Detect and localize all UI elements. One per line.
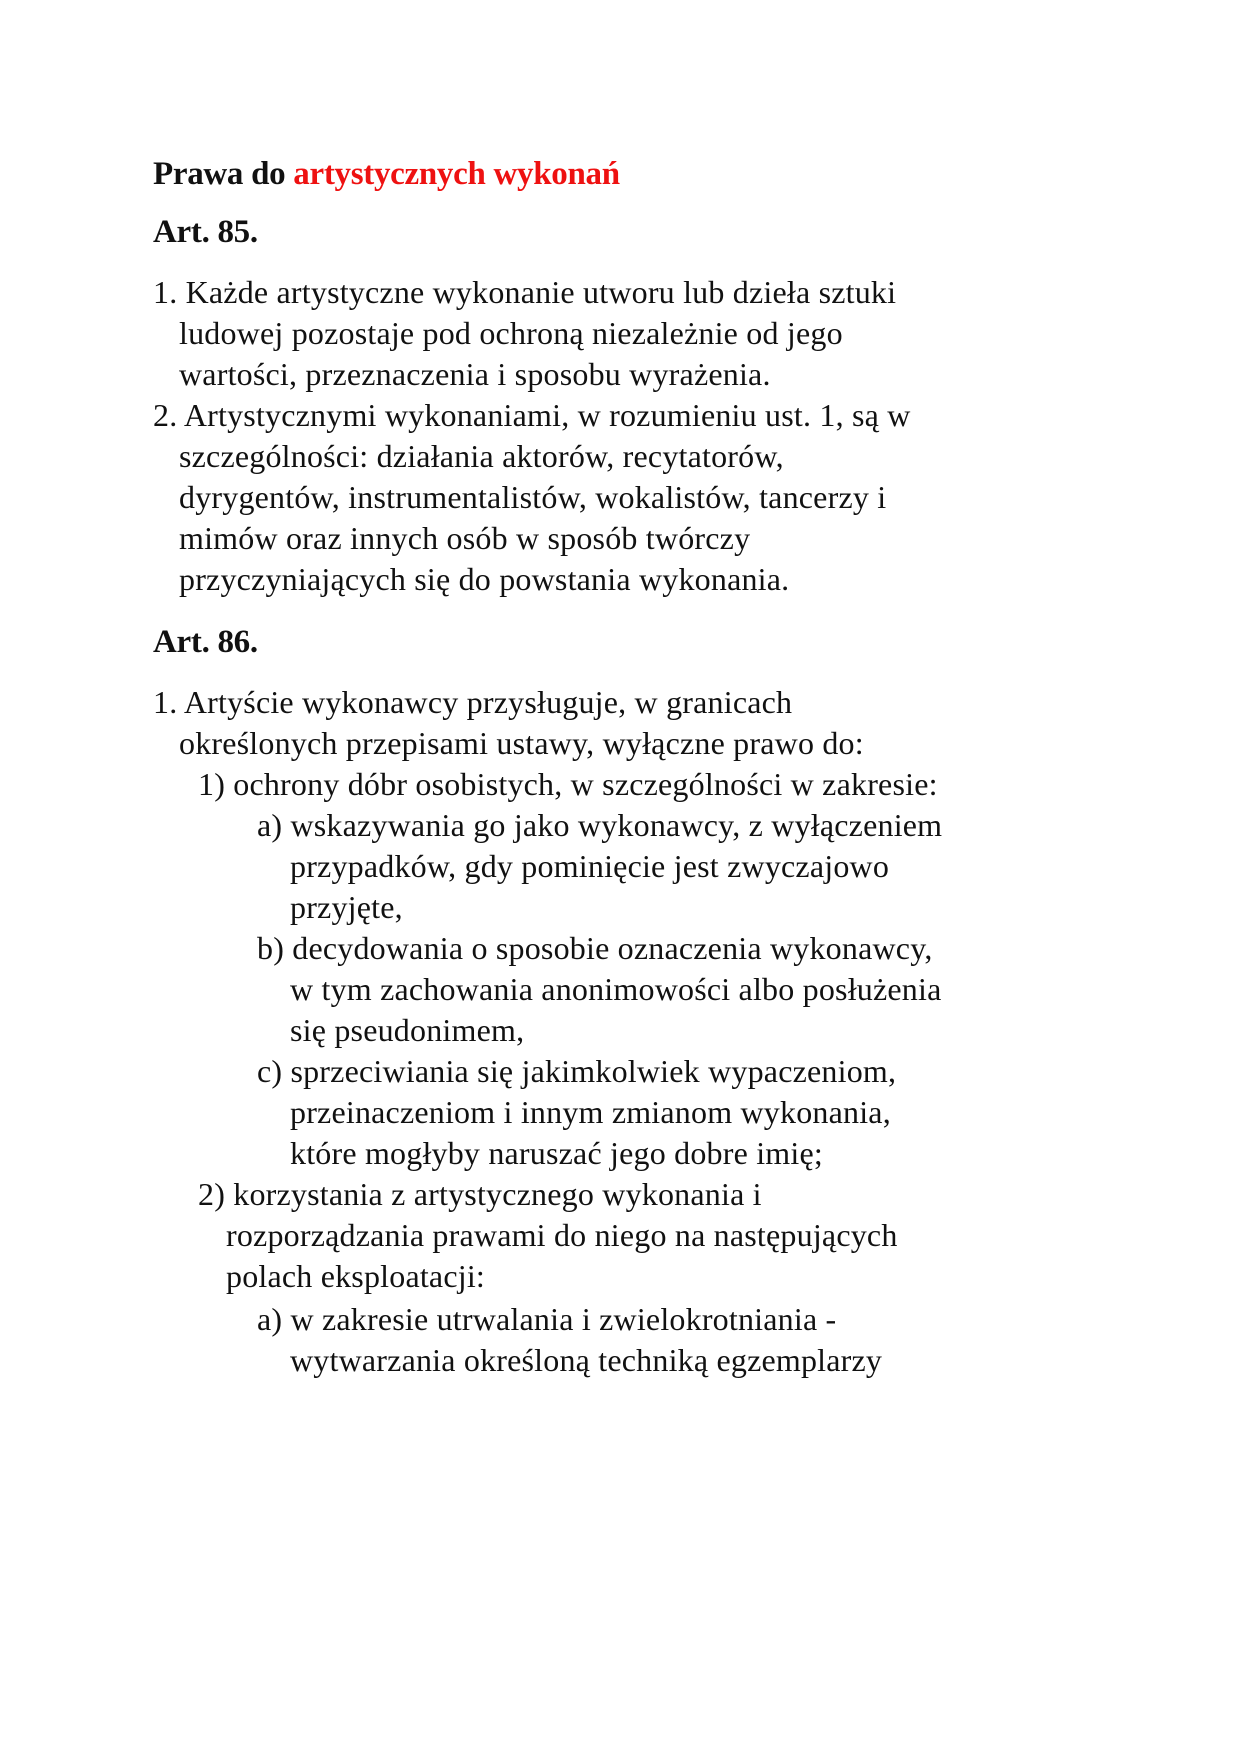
art85-paragraph-2-line-5: przyczyniających się do powstania wykonania.: [179, 561, 790, 597]
article-85-heading: Art. 85.: [153, 214, 258, 250]
art86-point-2-line-2: rozporządzania prawami do niego na następujących: [226, 1217, 898, 1253]
art86-point-1c-line-1: c) sprzeciwiania się jakimkolwiek wypaczeniom,: [257, 1053, 897, 1089]
art85-paragraph-1-line-2: ludowej pozostaje pod ochroną niezależnie od jego: [179, 315, 843, 351]
art86-point-1-line-1: 1) ochrony dóbr osobistych, w szczególności w zakresie:: [198, 766, 938, 802]
art86-point-1c-line-2: przeinaczeniom i innym zmianom wykonania,: [290, 1094, 891, 1130]
art86-point-2-line-3: polach eksploatacji:: [226, 1258, 486, 1294]
art86-point-1b-line-2: w tym zachowania anonimowości albo posłużenia: [290, 971, 942, 1007]
art86-point-1a-line-2: przypadków, gdy pominięcie jest zwyczajowo: [290, 848, 890, 884]
art85-paragraph-2-line-1: 2. Artystycznymi wykonaniami, w rozumieniu ust. 1, są w: [153, 397, 911, 433]
art85-paragraph-2-line-4: mimów oraz innych osób w sposób twórczy: [179, 520, 751, 556]
art85-paragraph-1-line-1: 1. Każde artystyczne wykonanie utworu lub dzieła sztuki: [153, 274, 897, 310]
art86-point-1c-line-3: które mogłyby naruszać jego dobre imię;: [290, 1135, 823, 1171]
article-86-heading: Art. 86.: [153, 624, 258, 660]
title-highlight: artystycznych wykonań: [293, 156, 620, 192]
art86-point-1b-line-1: b) decydowania o sposobie oznaczenia wykonawcy,: [257, 930, 933, 966]
art86-point-2a-line-1: a) w zakresie utrwalania i zwielokrotniania -: [257, 1301, 837, 1337]
document-title: [153, 158, 620, 191]
art86-point-1a-line-3: przyjęte,: [290, 889, 403, 925]
art86-point-1b-line-3: się pseudonimem,: [290, 1012, 525, 1048]
art86-point-2a-line-2: wytwarzania określoną techniką egzemplarzy: [290, 1342, 883, 1378]
art86-point-1a-line-1: a) wskazywania go jako wykonawcy, z wyłączeniem: [257, 807, 943, 843]
title-prefix: Prawa do: [153, 156, 294, 192]
art85-paragraph-2-line-2: szczególności: działania aktorów, recytatorów,: [179, 438, 784, 474]
art86-paragraph-1-line-2: określonych przepisami ustawy, wyłączne prawo do:: [179, 725, 864, 761]
art85-paragraph-1-line-3: wartości, przeznaczenia i sposobu wyrażenia.: [179, 356, 771, 392]
art85-paragraph-2-line-3: dyrygentów, instrumentalistów, wokalistów, tancerzy i: [179, 479, 887, 515]
art86-paragraph-1-line-1: 1. Artyście wykonawcy przysługuje, w granicach: [153, 684, 793, 720]
art86-point-2-line-1: 2) korzystania z artystycznego wykonania i: [198, 1176, 762, 1212]
